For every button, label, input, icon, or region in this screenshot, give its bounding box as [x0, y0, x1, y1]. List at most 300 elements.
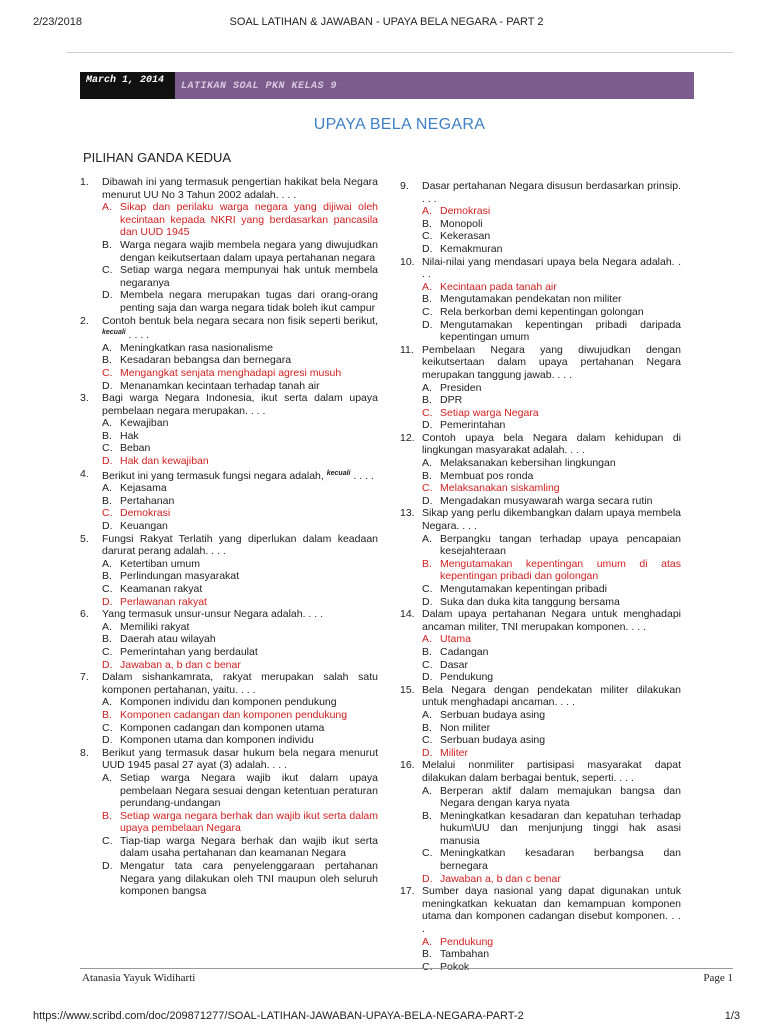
option-text: Kemakmuran — [440, 242, 503, 255]
option-letter: B. — [102, 494, 112, 507]
option — [80, 495, 378, 508]
option-letter: B. — [102, 354, 112, 367]
question — [400, 885, 681, 935]
question-number: 4. — [80, 467, 89, 480]
question-number: 10. — [400, 255, 415, 268]
option-text: Non militer — [440, 721, 491, 734]
option — [400, 810, 681, 848]
question-number: 15. — [400, 683, 415, 696]
question-text — [422, 256, 681, 281]
question — [80, 468, 378, 483]
option-letter: B. — [102, 809, 112, 822]
answer-option — [400, 873, 681, 886]
question-block — [400, 759, 681, 885]
footer-divider — [80, 968, 733, 969]
option-letter: D. — [422, 494, 433, 507]
section-title: PILIHAN GANDA KEDUA — [83, 150, 232, 165]
question — [80, 608, 378, 621]
option — [400, 230, 681, 243]
question-text — [102, 176, 378, 201]
question-exception-word: kecuali — [326, 469, 351, 477]
option — [80, 380, 378, 393]
option — [80, 734, 378, 747]
option-letter: D. — [422, 872, 433, 885]
option-letter: C. — [422, 305, 433, 318]
question-stem: Dalam sishankamrata, rakyat merupakan salah satu komponen pertahanan, yaitu. . . . — [102, 671, 378, 696]
option-letter: C. — [102, 366, 113, 379]
option-text: Sikap dan perilaku warga negara yang dijiwai oleh kecintaan kepada NKRI yang berdasarkan pancasila dan UUD 1945 — [120, 201, 378, 239]
option — [80, 342, 378, 355]
option-text: Utama — [440, 633, 471, 646]
option — [400, 646, 681, 659]
option-text: Mengangkat senjata menghadapi agresi musuh — [120, 366, 342, 379]
option-text: Pendukung — [440, 671, 494, 684]
question-text — [422, 507, 681, 532]
question — [400, 507, 681, 532]
option — [400, 243, 681, 256]
option-text: Pemerintahan — [440, 419, 506, 432]
question-text — [102, 315, 378, 342]
answer-option — [400, 482, 681, 495]
option-letter: B. — [422, 469, 432, 482]
option-text: Setiap warga Negara — [440, 406, 539, 419]
answer-option — [400, 747, 681, 760]
answer-option — [80, 596, 378, 609]
option-text: Meningkatkan kesadaran berbangsa dan bernegara — [440, 847, 681, 873]
option-text: Setiap warga Negara wajib ikut dalam upaya pembelaan Negara sesuai dengan ketentuan peraturan perundang-undangan — [120, 771, 378, 810]
option-letter: D. — [102, 289, 113, 302]
answer-option — [80, 507, 378, 520]
option-text: Suka dan duka kita tanggung bersama — [440, 595, 620, 608]
option-text: Pokok — [440, 960, 470, 973]
option-text: Demokrasi — [120, 507, 171, 520]
option-text: Tiap-tiap warga Negara berhak dan wajib ikut serta dalam usaha pertahanan dan keamanan Negara — [120, 834, 378, 860]
option-letter: B. — [422, 394, 432, 407]
option-text: Perlawanan rakyat — [120, 595, 207, 608]
option-letter: A. — [422, 633, 432, 646]
option-text: Hak — [120, 429, 139, 442]
option-letter: D. — [422, 671, 433, 684]
question-exception-word: kecuali — [102, 329, 126, 337]
option — [400, 709, 681, 722]
option-text: Presiden — [440, 381, 482, 394]
option — [80, 646, 378, 659]
option-letter: D. — [102, 379, 113, 392]
option-letter: B. — [102, 570, 112, 583]
option-letter: A. — [422, 935, 432, 948]
option-text: Ketertiban umum — [120, 557, 200, 570]
option-letter: C. — [422, 734, 433, 747]
option-text: Mengadakan musyawarah warga secara rutin — [440, 494, 653, 507]
option-text: Demokrasi — [440, 205, 491, 218]
option-letter: C. — [422, 658, 433, 671]
option-letter: B. — [422, 557, 432, 570]
option-text: Komponen utama dan komponen individu — [120, 734, 314, 747]
option-text: Serbuan budaya asing — [440, 708, 546, 721]
answer-option — [400, 558, 681, 583]
question — [400, 759, 681, 784]
answer-option — [80, 367, 378, 380]
question-block — [400, 180, 681, 256]
option-text: Daerah atau wilayah — [120, 633, 216, 646]
option-text: Kejasama — [120, 482, 167, 495]
question-block — [400, 684, 681, 760]
option-letter: A. — [102, 771, 112, 784]
question-number: 5. — [80, 532, 89, 545]
option-letter: D. — [422, 746, 433, 759]
option-text: Meningkatkan rasa nasionalisme — [120, 341, 273, 354]
option-text: Membuat pos ronda — [440, 469, 534, 482]
option-text: Kewajiban — [120, 417, 169, 430]
question-text — [422, 608, 681, 633]
option-letter: B. — [422, 948, 432, 961]
question-stem: Sikap yang perlu dikembangkan dalam upaya membela Negara. . . . — [422, 507, 681, 533]
question-stem: Contoh upaya bela Negara dalam kehidupan di lingkungan masyarakat adalah. . . . — [422, 431, 681, 457]
option — [80, 354, 378, 367]
option-text: Pemerintahan yang berdaulat — [120, 645, 258, 658]
question-text — [422, 684, 681, 709]
option-letter: D. — [102, 860, 113, 873]
option-text: Kecintaan pada tanah air — [440, 280, 557, 293]
option-letter: A. — [422, 457, 432, 470]
option-text: Mengatur tata cara penyelenggaraan pertahanan Negara yang dilakukan oleh TNI maupun oleh seluruh komponen bangsa — [120, 860, 378, 898]
option-letter: C. — [102, 442, 113, 455]
option-text: Mengutamakan pendekatan non militer — [440, 293, 622, 306]
option-text: Keamanan rakyat — [120, 583, 203, 595]
option-text: Tambahan — [440, 948, 490, 961]
option-letter: D. — [422, 595, 433, 608]
option — [400, 847, 681, 872]
option-text: Mengutamakan kepentingan pribadi — [440, 583, 607, 595]
page-label: Page 1 — [703, 972, 733, 984]
option-text: Berperan aktif dalam memajukan bangsa dan Negara dengan karya nyata — [440, 784, 681, 810]
answer-option — [80, 659, 378, 672]
question-block — [400, 507, 681, 608]
question-text — [422, 432, 681, 457]
question-stem-tail: . . . . — [128, 329, 150, 342]
option-text: Meningkatkan kesadaran dan kepatuhan terhadap hukum\UU dan menjunjung tinggi hak asasi manusia — [440, 809, 681, 847]
question — [400, 432, 681, 457]
option — [400, 659, 681, 672]
question-number: 14. — [400, 608, 415, 621]
page-count: 1/3 — [724, 1010, 740, 1022]
option-letter: A. — [422, 708, 432, 721]
option-letter: A. — [102, 557, 112, 570]
option — [80, 417, 378, 430]
option-text: Komponen individu dan komponen pendukung — [120, 696, 337, 709]
question-stem: Pembelaan Negara yang diwujudkan dengan keikutsertaan dalam upaya pertahanan Negara merupakan tanggung jawab. . . . — [422, 343, 681, 381]
question-stem-tail: . . . . — [353, 469, 374, 482]
option — [80, 835, 378, 860]
option-text: Memiliki rakyat — [120, 620, 190, 633]
question-number: 8. — [80, 746, 89, 759]
option-text: Kekerasan — [440, 230, 491, 243]
option-text: Warga negara wajib membela negara yang diwujudkan dengan keikutsertaan dalam upaya pertahanan negara — [120, 238, 378, 264]
question-text — [102, 468, 378, 483]
question — [80, 671, 378, 696]
option-letter: C. — [102, 507, 113, 520]
option-letter: D. — [102, 455, 113, 468]
question-block — [80, 468, 378, 533]
question-number: 3. — [80, 392, 89, 405]
option-text: Monopoli — [440, 217, 483, 230]
option — [400, 293, 681, 306]
option-text: Kesadaran bebangsa dan bernegara — [120, 354, 292, 367]
option-letter: C. — [422, 847, 433, 860]
option-letter: A. — [422, 280, 432, 293]
answer-option — [80, 455, 378, 468]
browser-page-title: SOAL LATIHAN & JAWABAN - UPAYA BELA NEGARA - PART 2 — [229, 16, 544, 28]
option-text: Pendukung — [440, 935, 494, 948]
option — [80, 482, 378, 495]
option-letter: C. — [102, 721, 113, 734]
option — [400, 671, 681, 684]
option — [400, 457, 681, 470]
option-text: Militer — [440, 746, 468, 759]
option-text: Melaksanakan siskamling — [440, 482, 560, 495]
option-text: Serbuan budaya asing — [440, 734, 546, 747]
option — [400, 419, 681, 432]
option-letter: C. — [422, 230, 433, 243]
option-letter: B. — [422, 293, 432, 306]
option-letter: A. — [422, 205, 432, 218]
option-text: Melaksanakan kebersihan lingkungan — [440, 457, 616, 470]
option-letter: C. — [102, 834, 113, 847]
question — [80, 533, 378, 558]
option-letter: C. — [102, 645, 113, 658]
question-number: 9. — [400, 180, 409, 192]
option-letter: B. — [422, 217, 432, 230]
option-text: Komponen cadangan dan komponen pendukung — [120, 708, 348, 721]
option-letter: A. — [422, 784, 432, 797]
question-text — [102, 747, 378, 772]
option — [400, 583, 681, 596]
question-text — [102, 608, 378, 621]
question-block — [80, 176, 378, 315]
question-number: 12. — [400, 431, 415, 444]
question-block — [80, 392, 378, 468]
option-text: Dasar — [440, 658, 469, 671]
option-text: Keuangan — [120, 520, 168, 533]
option-letter: D. — [102, 520, 113, 533]
document-page — [66, 44, 733, 994]
question-number: 13. — [400, 507, 415, 520]
question — [400, 344, 681, 382]
answer-option — [80, 201, 378, 239]
option — [400, 722, 681, 735]
option-text: Cadangan — [440, 645, 489, 658]
option-text: Berpangku tangan terhadap upaya pencapaian kesejahteraan — [440, 532, 681, 558]
option — [400, 218, 681, 231]
option-text: Rela berkorban demi kepentingan golongan — [440, 305, 644, 318]
question-text — [422, 759, 681, 784]
question — [80, 176, 378, 201]
option-letter: D. — [102, 734, 113, 747]
question-number: 16. — [400, 759, 415, 772]
option-letter: B. — [422, 721, 432, 734]
option — [80, 289, 378, 314]
option — [80, 722, 378, 735]
answer-option — [400, 205, 681, 218]
option-letter: C. — [422, 583, 433, 595]
option-letter: D. — [422, 318, 433, 331]
question-text — [422, 885, 681, 935]
option — [400, 382, 681, 395]
answer-option — [400, 407, 681, 420]
option-letter: A. — [102, 417, 112, 430]
option-text: Membela negara merupakan tugas dari orang-orang penting saja dan warga negara tidak boleh ikut campur — [120, 289, 378, 314]
option-letter: A. — [102, 620, 112, 633]
answer-option — [80, 709, 378, 722]
question-block — [80, 747, 378, 898]
option — [80, 772, 378, 810]
page-url: https://www.scribd.com/doc/209871277/SOAL-LATIHAN-JAWABAN-UPAYA-BELA-NEGARA-PART-2 — [33, 1010, 524, 1022]
option-letter: D. — [422, 242, 433, 255]
option-text: Pertahanan — [120, 494, 175, 507]
option-letter: C. — [422, 960, 433, 973]
option-letter: B. — [102, 238, 112, 251]
question-block — [80, 315, 378, 393]
question — [80, 392, 378, 417]
option-letter: A. — [102, 341, 112, 354]
question — [400, 608, 681, 633]
option-letter: C. — [102, 264, 113, 277]
author-name: Atanasia Yayuk Widiharti — [82, 972, 196, 984]
question-number: 1. — [80, 176, 89, 188]
option-letter: A. — [102, 201, 112, 214]
option-letter: D. — [422, 419, 433, 432]
option — [400, 533, 681, 558]
banner-date: March 1, 2014 — [80, 72, 175, 99]
option — [80, 239, 378, 264]
option — [80, 264, 378, 289]
question-number: 6. — [80, 608, 89, 621]
option — [80, 621, 378, 634]
question-block — [400, 432, 681, 508]
option — [80, 583, 378, 596]
option-letter: A. — [102, 482, 112, 495]
question-block — [400, 885, 681, 973]
question-stem: Dasar pertahanan Negara disusun berdasarkan prinsip. . . . — [422, 180, 681, 205]
question-block — [80, 671, 378, 747]
option — [400, 734, 681, 747]
question-stem: Dibawah ini yang termasuk pengertian hakikat bela Negara menurut UU No 3 Tahun 2002 adalah. . . . — [102, 176, 378, 201]
question — [400, 180, 681, 205]
option — [400, 948, 681, 961]
option-letter: B. — [102, 429, 112, 442]
option-text: Setiap warga negara berhak dan wajib ikut serta dalam upaya pembelaan Negara — [120, 809, 378, 835]
question-text — [422, 344, 681, 382]
option-letter: D. — [102, 595, 113, 608]
question-number: 17. — [400, 885, 415, 898]
question-text — [102, 533, 378, 558]
option — [400, 785, 681, 810]
question — [400, 256, 681, 281]
option-text: Setiap warga negara mempunyai hak untuk membela negaranya — [120, 264, 378, 289]
option-letter: B. — [422, 809, 432, 822]
answer-option — [80, 810, 378, 835]
question-block — [400, 256, 681, 344]
option-letter: A. — [102, 696, 112, 709]
option — [400, 319, 681, 344]
option — [80, 520, 378, 533]
option — [80, 696, 378, 709]
option — [400, 470, 681, 483]
top-divider — [66, 52, 733, 53]
option — [80, 430, 378, 443]
option-text: Komponen cadangan dan komponen utama — [120, 721, 325, 734]
question — [80, 315, 378, 342]
question-stem: Nilai-nilai yang mendasari upaya bela Negara adalah. . . . — [422, 255, 681, 281]
question-stem: Bagi warga Negara Indonesia, ikut serta dalam upaya pembelaan negara merupakan. . . . — [102, 392, 378, 417]
document-title: UPAYA BELA NEGARA — [313, 116, 486, 133]
answer-option — [400, 936, 681, 949]
banner-label: LATIKAN SOAL PKN KELAS 9 — [175, 72, 694, 99]
question-block — [400, 608, 681, 684]
option — [80, 570, 378, 583]
questions-right-column — [400, 180, 681, 973]
question-text — [102, 671, 378, 696]
question-stem: Berikut yang termasuk dasar hukum bela negara menurut UUD 1945 pasal 27 ayat (3) adalah. . . . — [102, 746, 378, 772]
option-letter: A. — [422, 381, 432, 394]
question-text — [422, 180, 681, 205]
option-text: Jawaban a, b dan c benar — [440, 872, 561, 885]
option-text: Beban — [120, 442, 151, 455]
option-letter: C. — [422, 482, 433, 495]
question-stem: Bela Negara dengan pendekatan militer dilakukan untuk menghadapi ancaman. . . . — [422, 683, 681, 709]
question-stem: Yang termasuk unsur-unsur Negara adalah. . . . — [102, 608, 324, 621]
print-date: 2/23/2018 — [33, 16, 82, 28]
question-stem: Sumber daya nasional yang dapat digunakan untuk meningkatkan kekuatan dan kemampuan komponen utama dan komponen cadangan disebut komponen. . . . — [422, 885, 681, 936]
option — [400, 495, 681, 508]
option-letter: B. — [422, 645, 432, 658]
option-letter: D. — [102, 658, 113, 671]
option — [400, 306, 681, 319]
question-block — [400, 344, 681, 432]
option — [80, 442, 378, 455]
question-stem: Fungsi Rakyat Terlatih yang diperlukan dalam keadaan darurat perang adalah. . . . — [102, 532, 378, 558]
question-block — [80, 533, 378, 609]
option — [80, 633, 378, 646]
question-block — [80, 608, 378, 671]
question-number: 11. — [400, 343, 414, 356]
option — [80, 860, 378, 898]
option-letter: B. — [102, 633, 112, 646]
question-number: 7. — [80, 671, 89, 684]
question — [400, 684, 681, 709]
answer-option — [400, 633, 681, 646]
option-text: Mengutamakan kepentingan pribadi daripada kepentingan umum — [440, 318, 681, 344]
option-text: Mengutamakan kepentingan umum di atas kepentingan pribadi dan golongan — [440, 557, 681, 583]
questions-left-column — [80, 176, 378, 898]
question-number: 2. — [80, 314, 89, 327]
option — [400, 596, 681, 609]
option-letter: C. — [102, 583, 113, 595]
option-letter: B. — [102, 708, 112, 721]
option-text: Hak dan kewajiban — [120, 455, 209, 468]
question-stem: Contoh bentuk bela negara secara non fisik seperti berikut, — [102, 314, 378, 327]
question-stem: Dalam upaya pertahanan Negara untuk menghadapi ancaman militer, TNI merupakan komponen. . . . — [422, 608, 681, 633]
option-letter: A. — [422, 532, 432, 545]
answer-option — [400, 281, 681, 294]
option-letter: C. — [422, 406, 433, 419]
option — [80, 558, 378, 571]
option — [400, 394, 681, 407]
question-stem: Berikut ini yang termasuk fungsi negara adalah, — [102, 469, 324, 482]
question — [80, 747, 378, 772]
option-text: Perlindungan masyarakat — [120, 570, 240, 583]
question-stem: Melalui nonmiliter partisipasi masyarakat dapat dilakukan dalam berbagai bentuk, seperti. . . . — [422, 759, 681, 784]
